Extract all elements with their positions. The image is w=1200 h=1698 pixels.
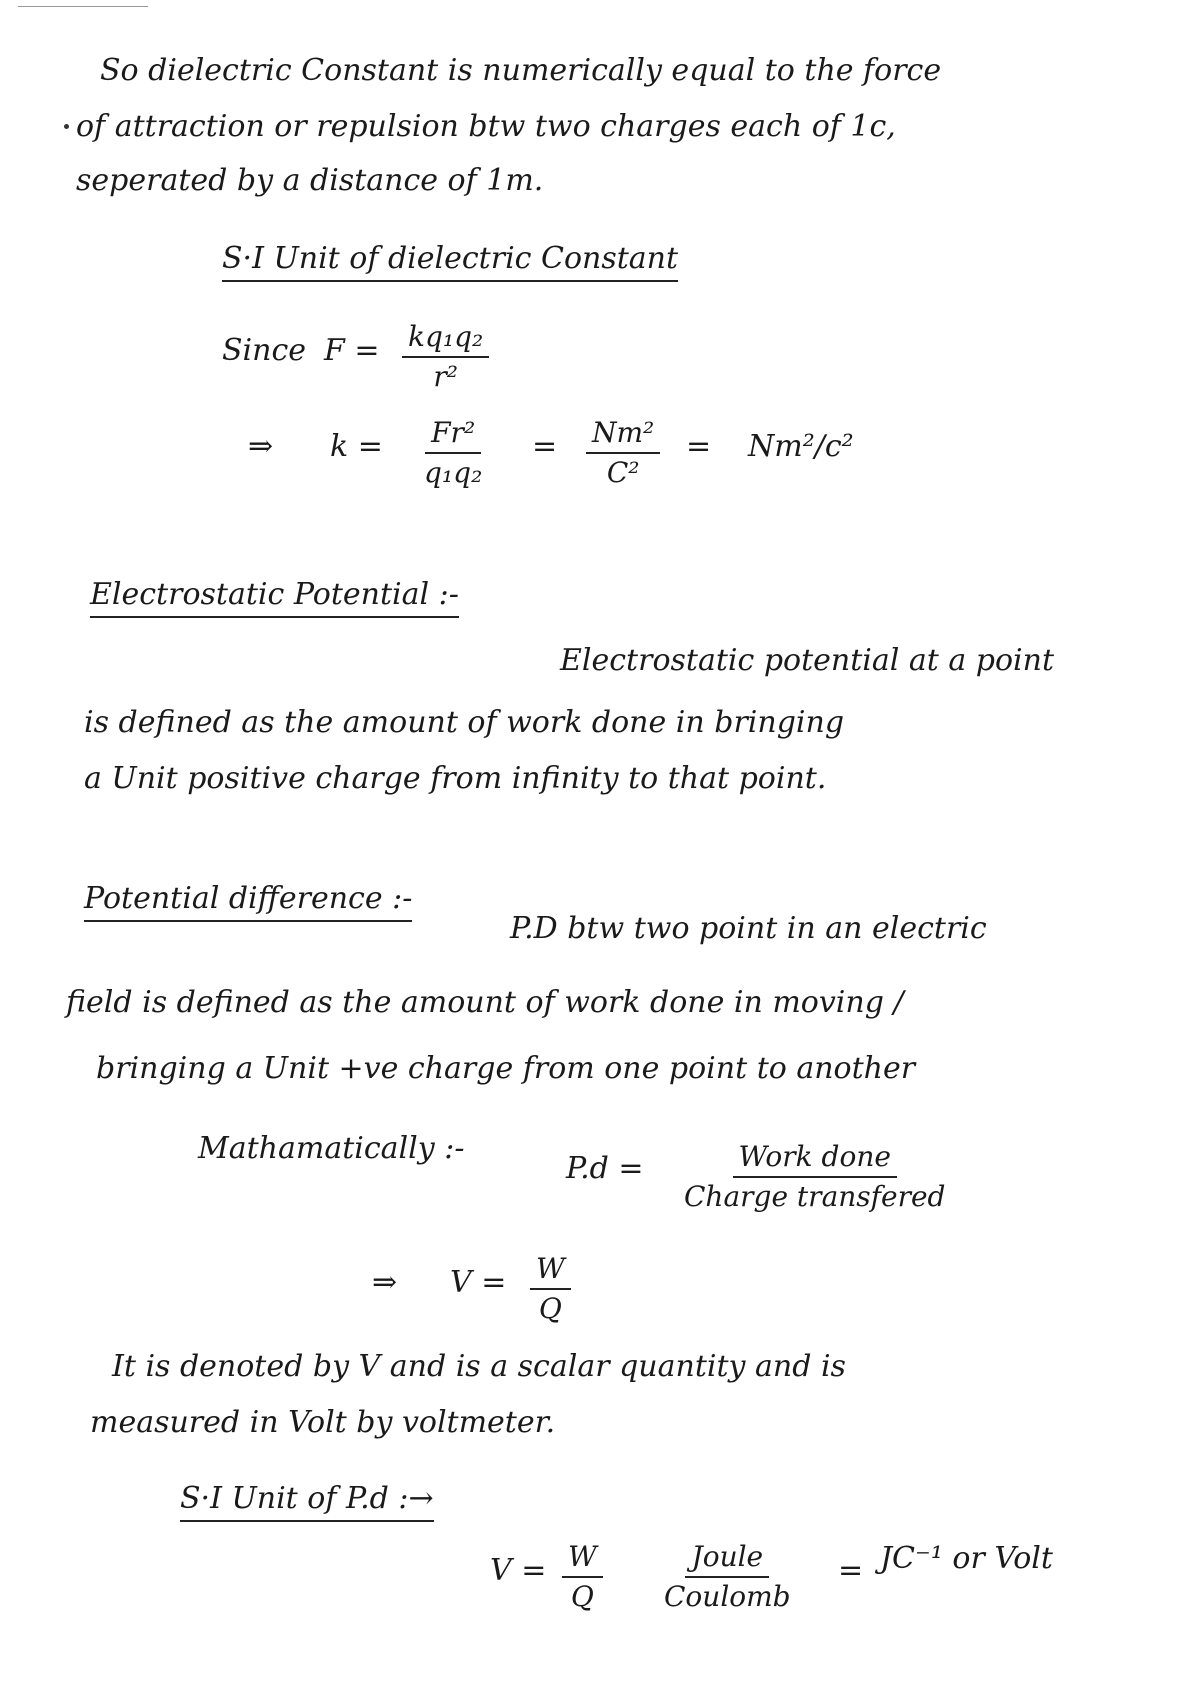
ep-line-1: Electrostatic potential at a point [560, 643, 1055, 678]
si-equals: = [838, 1553, 864, 1588]
implies-arrow-1: ⇒ [248, 429, 274, 464]
potential-difference-heading: Potential difference :- [84, 880, 412, 922]
si-unit-pd-heading: S·I Unit of P.d :→ [180, 1480, 434, 1522]
k-denominator: q₁q₂ [424, 456, 483, 489]
equals-2: = [686, 429, 712, 464]
intro-line-3: seperated by a distance of 1m. [76, 163, 544, 198]
k-fraction [424, 416, 482, 490]
joule-label: Joule [685, 1540, 769, 1578]
unit-fraction [586, 416, 660, 490]
v-numerator: W [530, 1252, 571, 1290]
mathematically-label: Mathamatically :- [198, 1131, 465, 1166]
since-label: Since [222, 333, 307, 368]
intro-line-2: of attraction or repulsion btw two charges each of 1c, [76, 109, 896, 144]
v-fraction [530, 1252, 571, 1326]
pd-line-1: P.D btw two point in an electric [510, 911, 987, 946]
si-v-denominator: Q [570, 1580, 594, 1613]
v-equals: V = [450, 1265, 507, 1300]
si-v-numerator: W [562, 1540, 603, 1578]
dielectric-unit-result: Nm²/c² [748, 429, 854, 464]
top-divider [18, 6, 148, 7]
si-v-fraction [562, 1540, 603, 1614]
pd-note-1: It is denoted by V and is a scalar quantity and is [112, 1349, 846, 1384]
electrostatic-potential-heading: Electrostatic Potential :- [90, 576, 459, 618]
si-v-equals: V = [490, 1553, 547, 1588]
pd-denominator: Charge transfered [684, 1180, 946, 1213]
pd-unit-result: JC⁻¹ or Volt [880, 1541, 1053, 1576]
v-denominator: Q [538, 1292, 562, 1325]
equals-1: = [532, 429, 558, 464]
pd-line-3: bringing a Unit +ve charge from one point to another [96, 1051, 916, 1086]
si-unit-dielectric-heading: S·I Unit of dielectric Constant [222, 240, 678, 282]
k-numerator: Fr² [425, 416, 481, 454]
ep-line-2: is defined as the amount of work done in bringing [84, 705, 845, 740]
implies-arrow-2: ⇒ [372, 1265, 398, 1300]
pd-equals: P.d = [566, 1151, 644, 1186]
intro-line-1: So dielectric Constant is numerically equal to the force [100, 53, 942, 88]
pd-note-2: measured in Volt by voltmeter. [90, 1405, 556, 1440]
ep-line-3: a Unit positive charge from infinity to that point. [84, 761, 827, 796]
unit-denominator: C² [606, 456, 640, 489]
pd-fraction [684, 1140, 945, 1214]
pd-numerator: Work done [733, 1140, 897, 1178]
coulomb-law-denominator: r² [433, 360, 458, 393]
force-equals: F = [324, 333, 380, 368]
pd-line-2: field is defined as the amount of work done in moving / [66, 985, 904, 1020]
coulomb-label: Coulomb [664, 1580, 791, 1613]
coulomb-law-numerator: kq₁q₂ [402, 320, 489, 358]
margin-dot [64, 124, 69, 129]
coulomb-law-fraction [402, 320, 489, 394]
unit-numerator: Nm² [586, 416, 660, 454]
joule-coulomb-fraction [664, 1540, 791, 1614]
k-equals: k = [330, 429, 383, 464]
